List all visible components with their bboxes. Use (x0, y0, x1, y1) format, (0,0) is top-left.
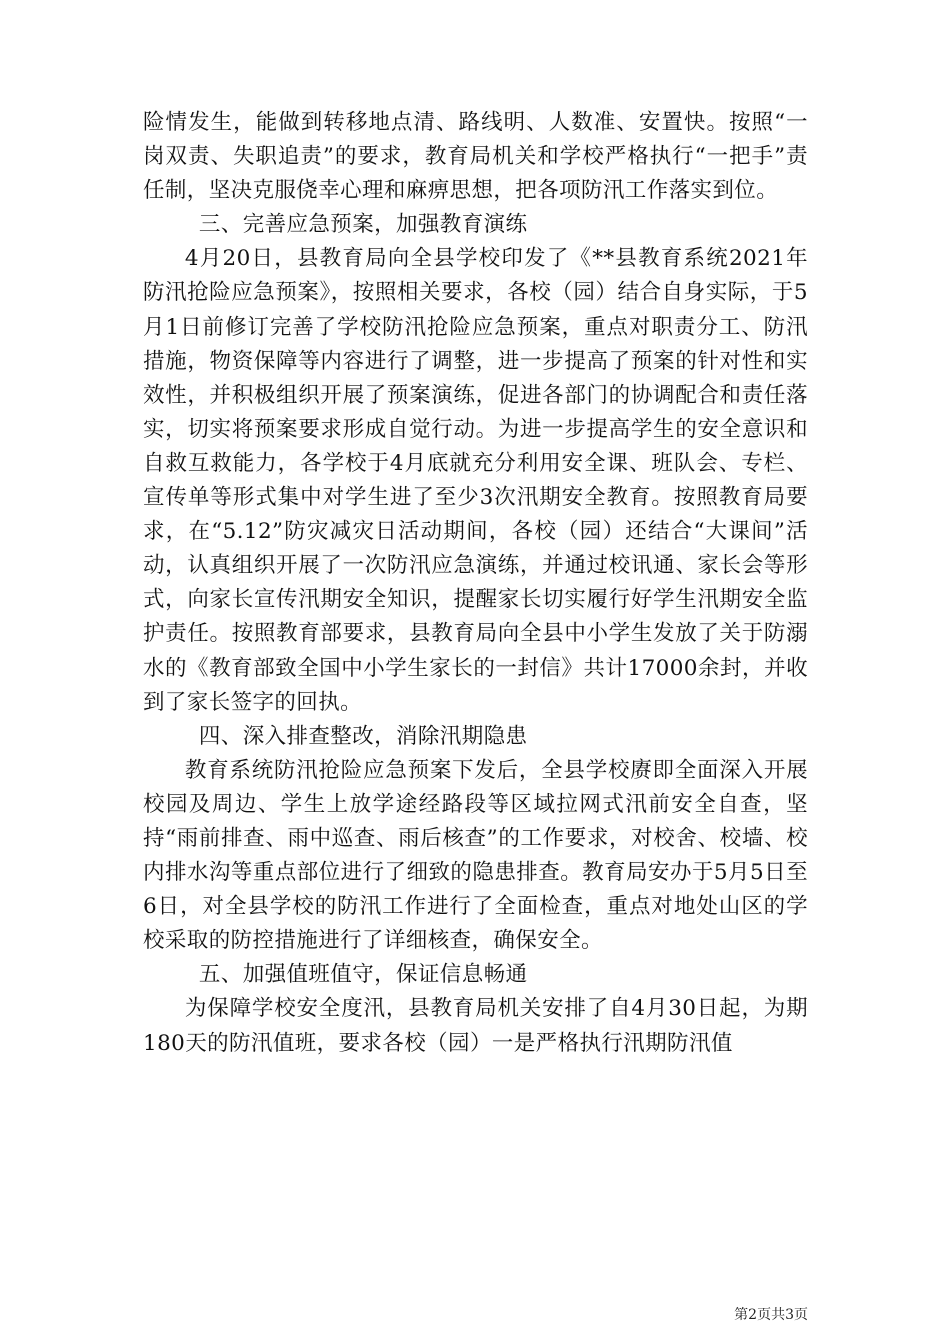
paragraph-section-3: 4月20日，县教育局向全县学校印发了《**县教育系统2021年防汛抢险应急预案》，按照相关要求，各校（园）结合自身实际，于5月1日前修订完善了学校防汛抢险应急预案，重点对职责分工、防汛措施，物资保障等内容进行了调整，进一步提高了预案的针对性和实效性，并积极组织开展了预案演练，促进各部门的协调配合和责任落实，切实将预案要求形成自觉行动。为进一步提高学生的安全意识和自救互救能力，各学校于4月底就充分利用安全课、班队会、专栏、宣传单等形式集中对学生进了至少3次汛期安全教育。按照教育局要求，在“5.12”防灾减灾日活动期间，各校（园）还结合“大课间”活动，认真组织开展了一次防汛应急演练，并通过校讯通、家长会等形式，向家长宣传汛期安全知识，提醒家长切实履行好学生汛期安全监护责任。按照教育部要求，县教育局向全县中小学生发放了关于防溺水的《教育部致全国中小学生家长的一封信》共计17000余封，并收到了家长签字的回执。 (143, 246, 808, 715)
paragraph-section-5: 为保障学校安全度汛，县教育局机关安排了自4月30日起，为期180天的防汛值班，要求各校（园）一是严格执行汛期防汛值 (143, 996, 808, 1056)
paragraph-continued: 险情发生，能做到转移地点清、路线明、人数准、安置快。按照“一岗双责、失职追责”的要求，教育局机关和学校严格执行“一把手”责任制，坚决克服侥幸心理和麻痹思想，把各项防汛工作落实到位。 (143, 110, 808, 204)
document-body (143, 106, 808, 1061)
section-heading-4: 四、深入排查整改，消除汛期隐患 (198, 723, 528, 749)
section-heading-5: 五、加强值班值守，保证信息畅通 (198, 962, 528, 988)
paragraph-section-4: 教育系统防汛抢险应急预案下发后，全县学校赓即全面深入开展校园及周边、学生上放学途经路段等区域拉网式汛前安全自查，坚持“雨前排查、雨中巡查、雨后核查”的工作要求，对校舍、校墙、校内排水沟等重点部位进行了细致的隐患排查。教育局安办于5月5日至6日，对全县学校的防汛工作进行了全面检查，重点对地处山区的学校采取的防控措施进行了详细核查，确保安全。 (143, 757, 808, 954)
page-number-footer: 第2页共3页 (734, 1307, 808, 1323)
section-heading-3: 三、完善应急预案，加强教育演练 (198, 212, 528, 238)
